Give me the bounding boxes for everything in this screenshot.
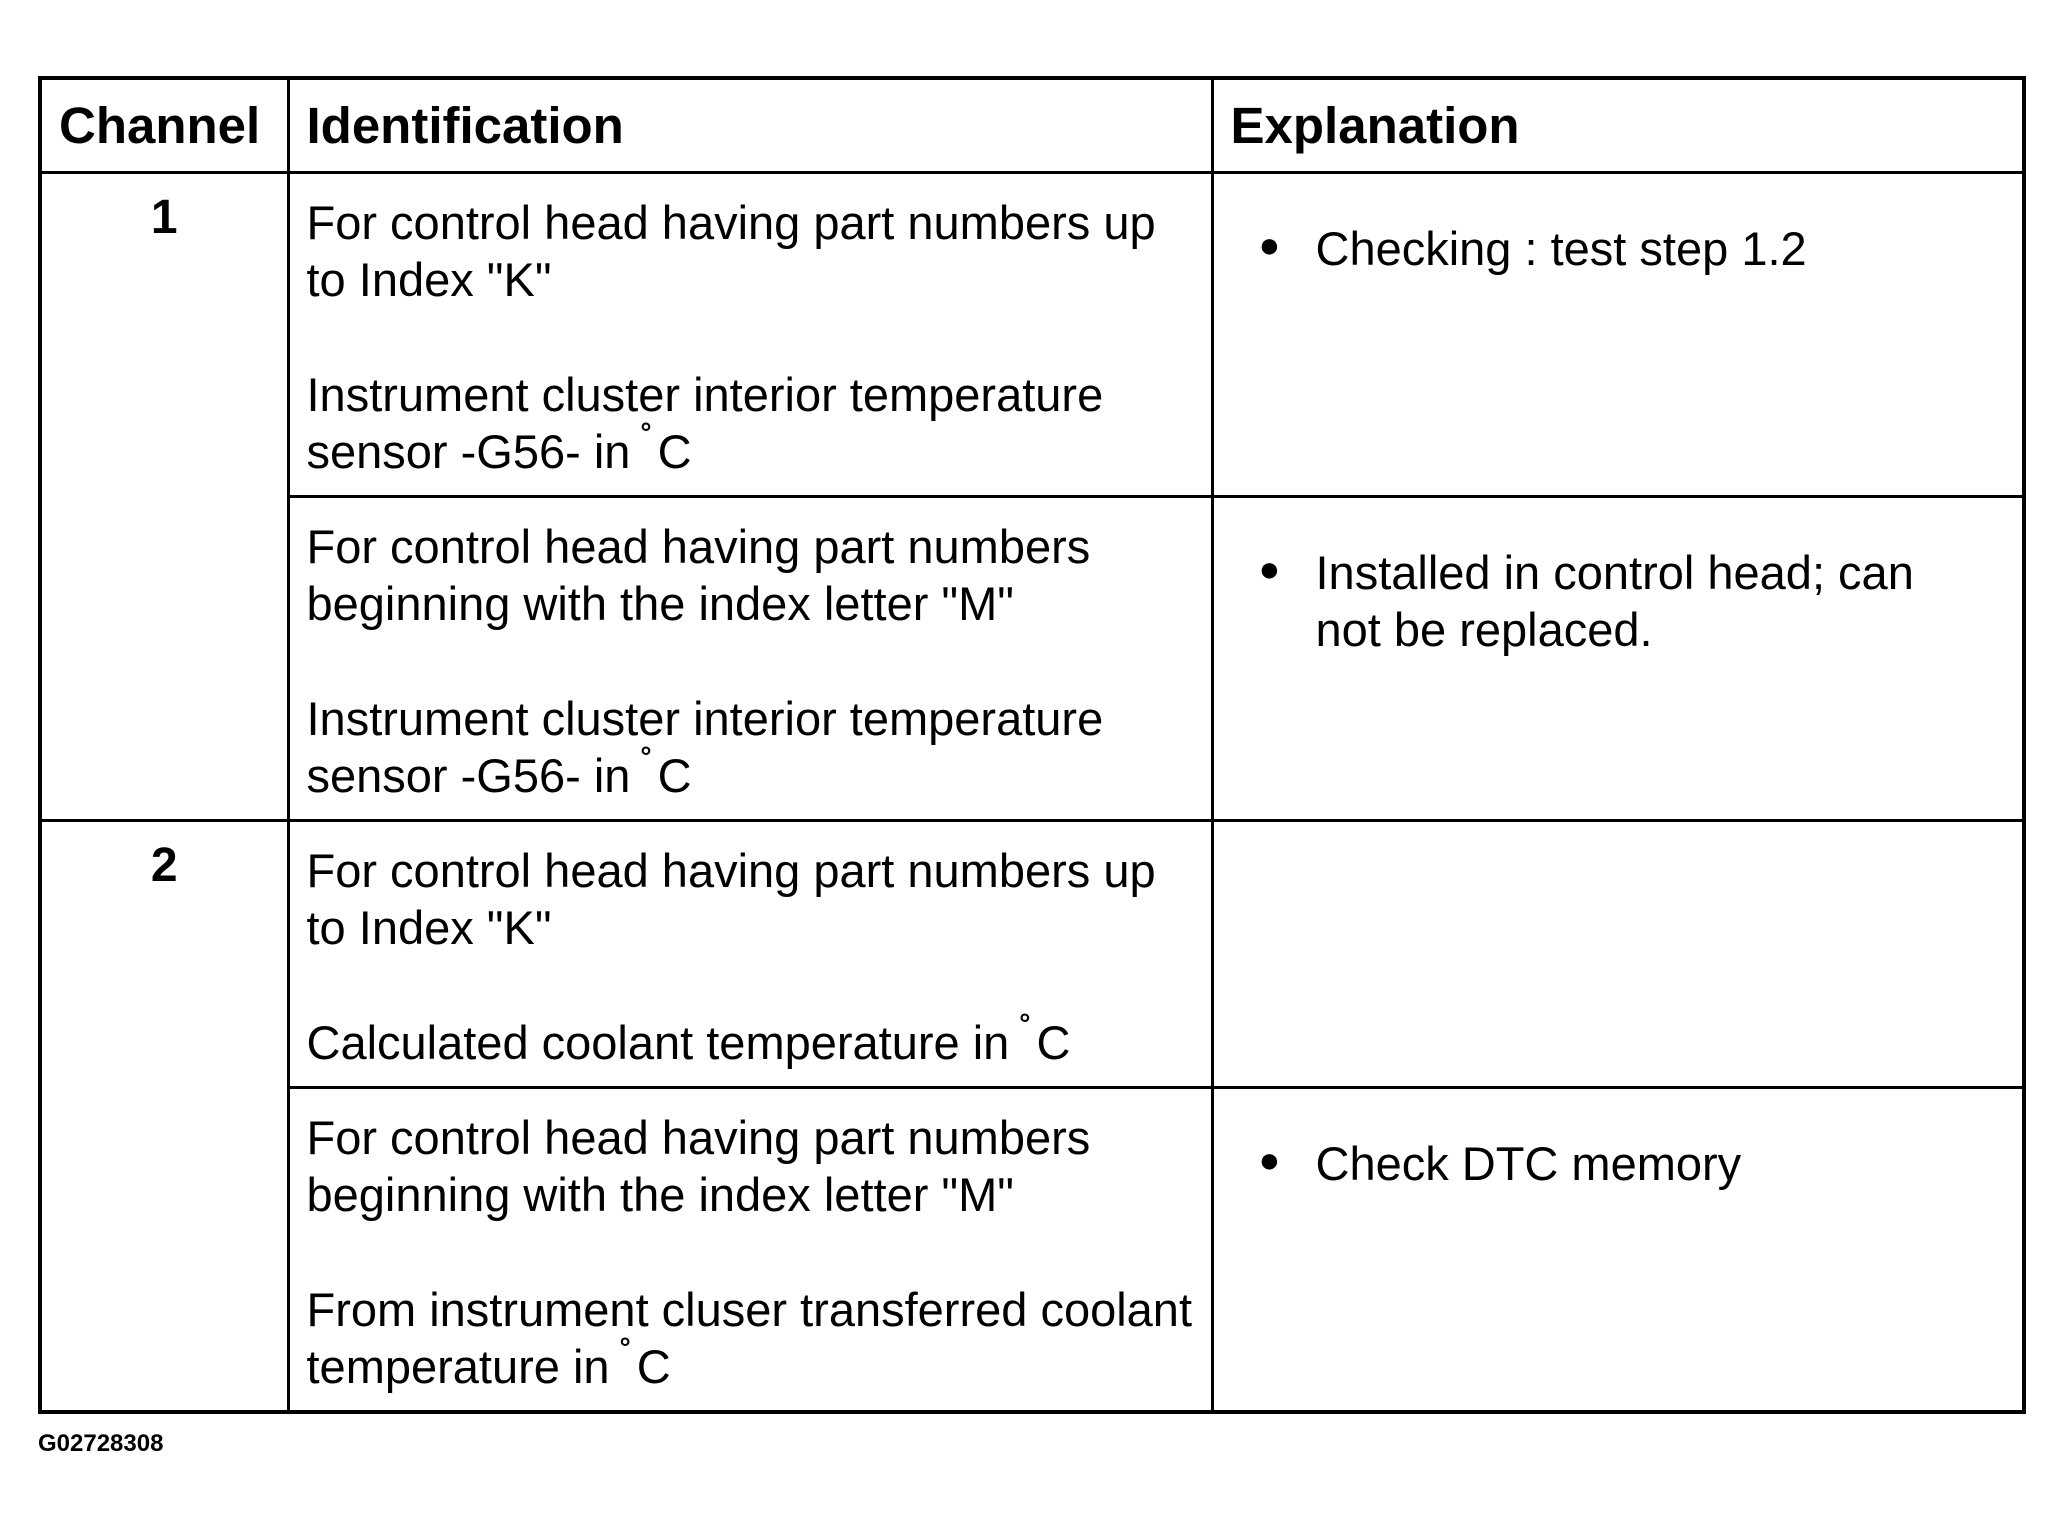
identification-cell bbox=[288, 173, 1212, 497]
table-row bbox=[40, 173, 2024, 497]
bullet-dot-icon: ● bbox=[1258, 548, 1281, 589]
bullet-item bbox=[1259, 1135, 1983, 1192]
degree-symbol: ° bbox=[640, 741, 652, 772]
identification-measurement bbox=[307, 366, 1195, 487]
identification-cell bbox=[288, 1088, 1212, 1413]
channel-cell: 1 bbox=[40, 173, 288, 821]
unit-text: C bbox=[657, 749, 692, 802]
table-row bbox=[40, 1088, 2024, 1413]
measurement-text: From instrument cluser transferred coolant temperature in bbox=[306, 1283, 1192, 1393]
header-row bbox=[40, 78, 2024, 173]
explanation-cell bbox=[1212, 821, 2024, 1088]
figure-id: G02728308 bbox=[38, 1430, 164, 1457]
measurement-text: Instrument cluster interior temperature sensor -G56- in bbox=[306, 692, 1104, 802]
identification-measurement bbox=[306, 1008, 1195, 1078]
identification-condition: For control head having part numbers up to Index "K" bbox=[306, 196, 1156, 306]
identification-condition: For control head having part numbers beginning with the index letter "M" bbox=[306, 520, 1091, 630]
explanation-cell bbox=[1212, 497, 2024, 821]
degree-symbol: ° bbox=[640, 417, 652, 448]
bullet-item bbox=[1259, 544, 1983, 658]
identification-measurement bbox=[307, 1281, 1195, 1402]
explanation-cell bbox=[1212, 173, 2024, 497]
bullet-dot-icon: ● bbox=[1258, 1139, 1281, 1180]
identification-cell bbox=[288, 821, 1212, 1088]
table-row bbox=[40, 497, 2024, 821]
explanation-text: Check DTC memory bbox=[1315, 1137, 1742, 1190]
header-channel: Channel bbox=[40, 78, 288, 173]
header-explanation: Explanation bbox=[1212, 78, 2024, 173]
bullet-item bbox=[1259, 220, 1983, 277]
data-table bbox=[38, 76, 2026, 1414]
identification-measurement bbox=[307, 690, 1195, 811]
table-row bbox=[40, 821, 2024, 1088]
header-identification: Identification bbox=[288, 78, 1212, 173]
bullet-dot-icon: ● bbox=[1258, 224, 1281, 265]
unit-text: C bbox=[636, 1340, 671, 1393]
degree-symbol: ° bbox=[619, 1332, 631, 1363]
unit-text: C bbox=[657, 425, 692, 478]
identification-condition: For control head having part numbers beginning with the index letter "M" bbox=[306, 1111, 1091, 1221]
identification-cell bbox=[288, 497, 1212, 821]
identification-condition: For control head having part numbers up to Index "K" bbox=[306, 844, 1156, 954]
explanation-cell bbox=[1212, 1088, 2024, 1413]
measurement-text: Calculated coolant temperature in bbox=[306, 1016, 1010, 1069]
explanation-text: Installed in control head; can not be replaced. bbox=[1315, 546, 1914, 656]
unit-text: C bbox=[1036, 1016, 1071, 1069]
degree-symbol: ° bbox=[1019, 1008, 1031, 1039]
explanation-text: Checking : test step 1.2 bbox=[1315, 222, 1807, 275]
channel-cell: 2 bbox=[40, 821, 288, 1413]
measurement-text: Instrument cluster interior temperature sensor -G56- in bbox=[306, 368, 1104, 478]
